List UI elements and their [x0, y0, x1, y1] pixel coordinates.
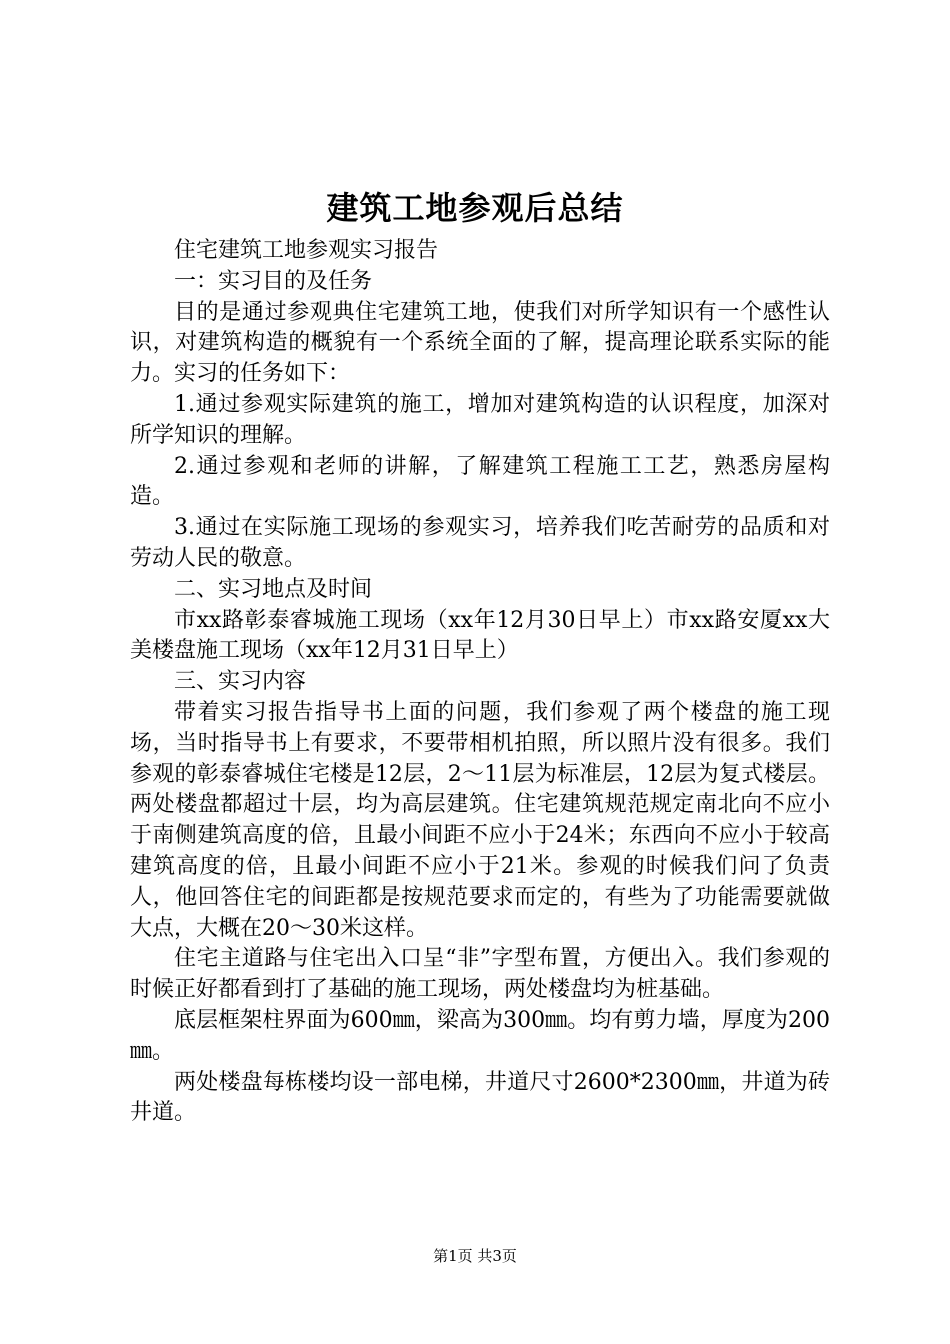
document-title: 建筑工地参观后总结 [326, 189, 624, 227]
paragraph-purpose: 目的是通过参观典住宅建筑工地，使我们对所学知识有一个感性认识，对建筑构造的概貌有一个系统全面的了解，提高理论联系实际的能力。实习的任务如下： [130, 299, 830, 387]
paragraph-content-4: 两处楼盘每栋楼均设一部电梯，井道尺寸2600*2300㎜，井道为砖井道。 [130, 1069, 830, 1126]
list-item-task-3: 3.通过在实际施工现场的参观实习，培养我们吃苦耐劳的品质和对劳动人民的敬意。 [130, 515, 830, 571]
paragraph-location: 市xx路彰泰睿城施工现场（xx年12月30日早上）市xx路安厦xx大美楼盘施工现场（xx年12月31日早上） [130, 607, 830, 664]
page-footer: 第1页 共3页 [433, 1247, 517, 1265]
list-item-task-1: 1.通过参观实际建筑的施工，增加对建筑构造的认识程度，加深对所学知识的理解。 [130, 391, 830, 448]
document-body [130, 236, 830, 1129]
section-heading-content: 三、实习内容 [174, 669, 307, 695]
list-item-task-2: 2.通过参观和老师的讲解，了解建筑工程施工工艺，熟悉房屋构造。 [130, 453, 830, 510]
report-heading: 住宅建筑工地参观实习报告 [174, 238, 439, 263]
section-heading-purpose: 一：实习目的及任务 [174, 268, 373, 294]
paragraph-content-2: 住宅主道路与住宅出入口呈“非”字型布置，方便出入。我们参观的时候正好都看到打了基础的施工现场，两处楼盘均为桩基础。 [130, 946, 830, 1003]
section-heading-location: 二、实习地点及时间 [174, 576, 373, 602]
paragraph-content-1: 带着实习报告指导书上面的问题，我们参观了两个楼盘的施工现场，当时指导书上有要求，不要带相机拍照，所以照片没有很多。我们参观的彰泰睿城住宅楼是12层，2～11层为标准层，12层为复式楼层。两处楼盘都超过十层，均为高层建筑。住宅建筑规范规定南北向不应小于南侧建筑高度的倍，且最小间距不应小于24米；东西向不应小于较高建筑高度的倍，且最小间距不应小于21米。参观的时候我们问了负责人，他回答住宅的间距都是按规范要求而定的，有些为了功能需要就做大点，大概在20～30米这样。 [130, 699, 830, 941]
paragraph-content-3: 底层框架柱界面为600㎜，梁高为300㎜。均有剪力墙，厚度为200㎜。 [130, 1007, 830, 1064]
